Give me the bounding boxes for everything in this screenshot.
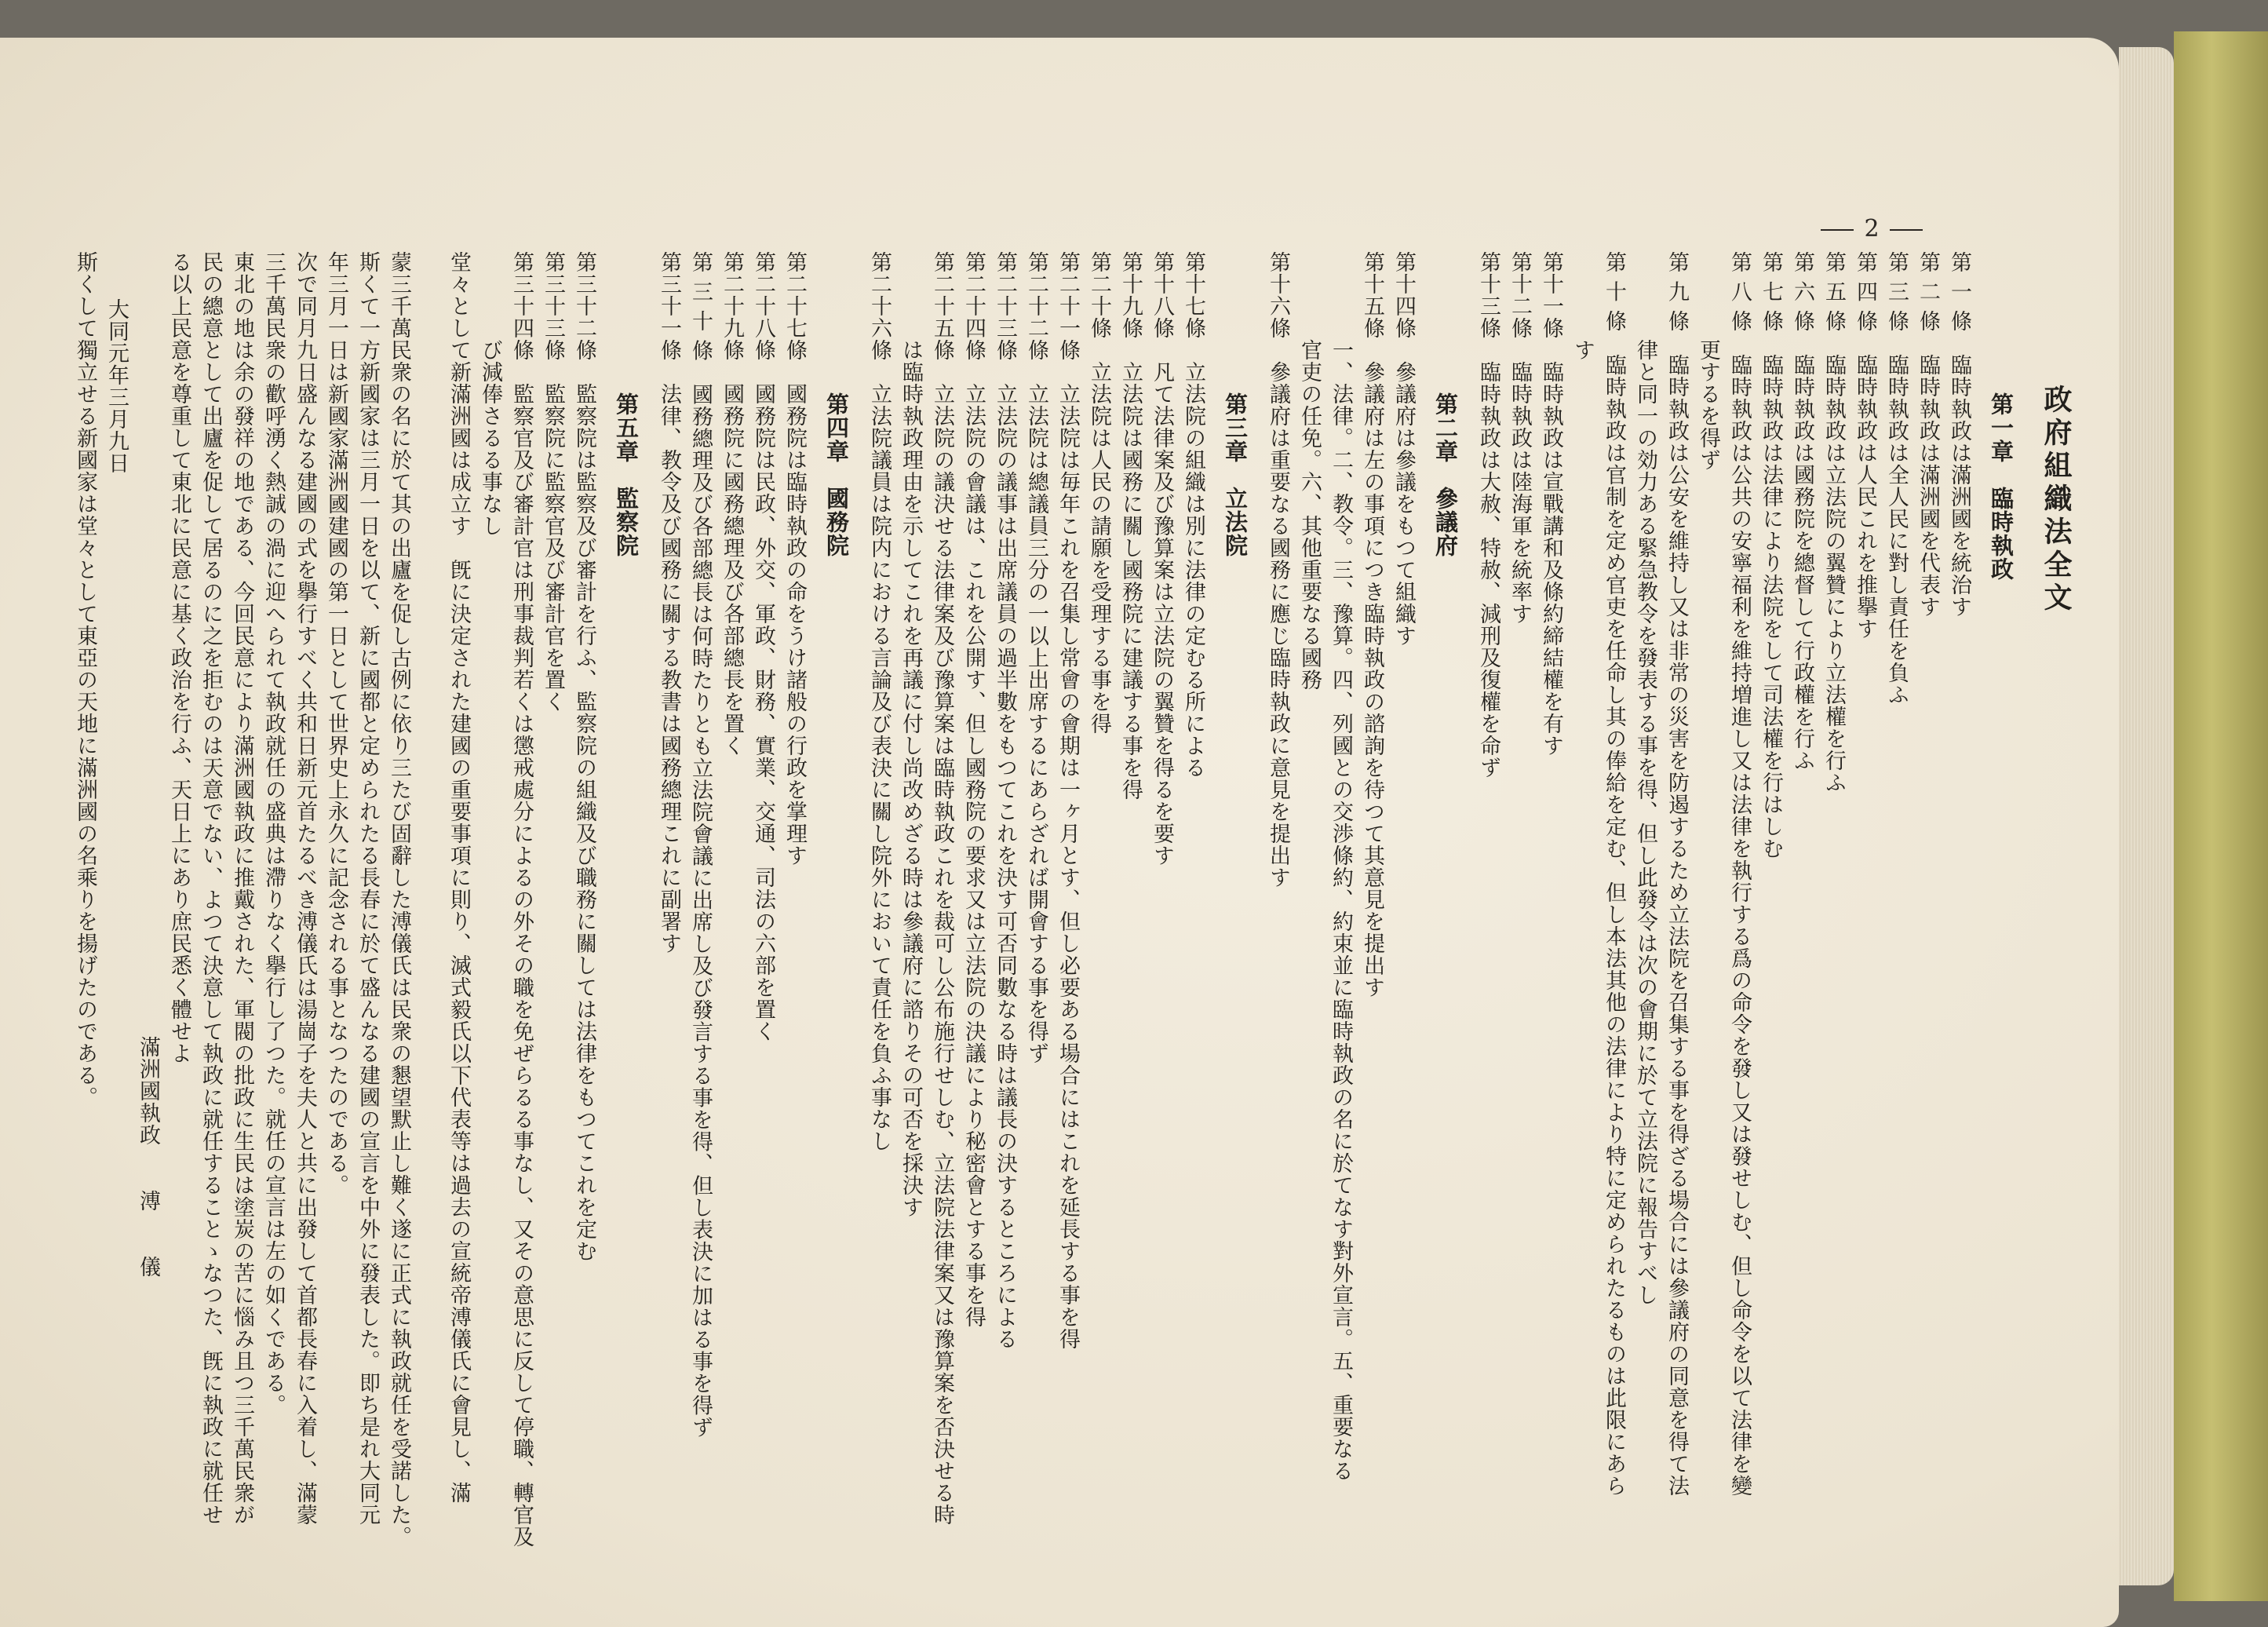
- article-line: 第 五 條 臨時執政は立法院の翼贊により立法權を行ふ: [1821, 251, 1846, 794]
- article-line: 第 一 條 臨時執政は滿洲國を統治す: [1947, 251, 1971, 618]
- article-continuation: 官吏の任免。六、其他重要なる國務: [1297, 339, 1322, 691]
- article-line: 第二十條 立法院は人民の請願を受理する事を得: [1087, 251, 1111, 735]
- article-line: 第二十六條 立法院議員は院内における言論及び表決に關し院外において責任を負ふ事なし: [867, 251, 892, 1152]
- narrative-line: る以上民意を尊重して東北に民意に基く政治を行ふ、天日上にあり庶民悉く體せよ: [167, 251, 191, 1064]
- article-line: 第 八 條 臨時執政は公共の安寧福利を維持増進し又は法律を執行する爲の命令を發し又は發せしむ、但し命令を以て法律を變: [1727, 251, 1752, 1497]
- document-title: 政府組織法全文: [2040, 385, 2073, 615]
- article-continuation: 更するを得ず: [1696, 339, 1720, 471]
- narrative-line: 蒙三千萬民衆の名に於て其の出廬を促し古例に依り三たび固辭した溥儀氏は民衆の懇望默止し難く遂に正式に執政就任を受諾した。: [387, 251, 411, 1548]
- article-line: 第十八條 凡て法律案及び豫算案は立法院の翼贊を得るを要す: [1150, 251, 1174, 866]
- article-line: 第 六 條 臨時執政は國務院を總督して行政權を行ふ: [1790, 251, 1814, 772]
- article-continuation: す: [1570, 339, 1595, 361]
- article-line: 第十五條 參議府は左の事項につき臨時執政の諮詢を待つて其意見を提出す: [1360, 251, 1384, 998]
- article-line: 第二十九條 國務院に國務總理及び各部總長を置く: [720, 251, 744, 757]
- chapter-heading: 第二章 參議府: [1432, 392, 1459, 557]
- narrative-line: 民の總意として出廬を促して居るのに之を拒むのは天意でない、よつて決意して執政に就任することゝなつた、旣に執政に就任せ: [199, 251, 223, 1526]
- article-line: 第二十四條 立法院の會議は、これを公開す、但し國務院の要求又は立法院の決議により秘密會とする事を得: [961, 251, 986, 1328]
- page-edges: [2119, 47, 2174, 1585]
- declaration-date: 大同元年三月九日: [104, 298, 129, 474]
- article-line: 第 四 條 臨時執政は人民これを推擧す: [1853, 251, 1877, 640]
- article-line: 第十二條 臨時執政は陸海軍を統率す: [1508, 251, 1532, 625]
- article-line: 第二十七條 國務院は臨時執政の命をうけ諸般の行政を掌理す: [782, 251, 807, 866]
- article-line: 第十一條 臨時執政は宣戰講和及條約締結權を有す: [1539, 251, 1563, 757]
- article-line: 第二十五條 立法院の議決せる法律案及び豫算案は臨時執政これを裁可し公布施行せしむ、立法院法律案又は豫算案を否決せる時: [930, 251, 954, 1526]
- narrative-lead: 堂々として新滿洲國は成立す 旣に決定された建國の重要事項に則り、滅式毅氏以下代表等は過去の宣統帝溥儀氏に會見し、滿: [447, 251, 471, 1504]
- narrative-line: 斯くて一方新國家は三月一日を以て、新に國都と定められたる長春に於て盛んなる建國の宣言を中外に發表した。即ち是れ大同元: [356, 251, 380, 1526]
- article-line: 第 二 條 臨時執政は滿洲國を代表す: [1916, 251, 1940, 618]
- narrative-line: 三千萬民衆の歡呼湧く熱誠の渦に迎へられて執政就任の盛典は滯りなく擧行し了つた。就任の宣言は左の如くである。: [261, 251, 286, 1416]
- article-continuation: は臨時執政理由を示してこれを再議に付し尚改めざる時は參議府に諮りその可否を採決す: [899, 339, 923, 1218]
- document-body: [73, 251, 2073, 1554]
- chapter-heading: 第五章 監察院: [613, 392, 640, 557]
- article-line: 第十六條 參議府は重要なる國務に應じ臨時執政に意見を提出す: [1266, 251, 1290, 888]
- page-number: 2: [1821, 213, 1923, 245]
- article-line: 第十三條 臨時執政は大赦、特赦、減刑及復權を命ず: [1476, 251, 1500, 779]
- narrative-line: 次で同月九日盛んなる建國の式を擧行すべく共和日新元首たるべき溥儀氏は湯崗子を夫人と共に出發して首都長春に入着し、滿蒙: [293, 251, 317, 1526]
- article-line: 第十九條 立法院は國務に關し國務院に建議する事を得: [1118, 251, 1143, 801]
- chapter-heading: 第三章 立法院: [1222, 392, 1249, 557]
- chapter-heading: 第四章 國務院: [823, 392, 850, 557]
- article-line: 第三十三條 監察院に監察官及び審計官を置く: [541, 251, 565, 713]
- article-line: 第十四條 參議府は參議をもつて組織す: [1391, 251, 1416, 647]
- narrative-line: 年三月一日は新國家滿洲國建國の第一日として世界史上永久に記念される事となつたのである。: [324, 251, 348, 1196]
- article-line: 第十七條 立法院の組織は別に法律の定むる所による: [1181, 251, 1205, 779]
- article-continuation: び減俸さるる事なし: [478, 339, 502, 537]
- narrative-line: 斯くして獨立せる新國家は堂々として東亞の天地に滿洲國の名乘りを揚げたのである。: [73, 251, 97, 1108]
- article-line: 第三十四條 監察官及び審計官は刑事裁判若くは懲戒處分によるの外その職を免ぜらるる事なし、又その意思に反して停職、轉官及: [509, 251, 534, 1548]
- article-line: 第 七 條 臨時執政は法律により法院をして司法權を行はしむ: [1759, 251, 1783, 860]
- article-line: 第 十 條 臨時執政は官制を定め官吏を任命し其の俸給を定む、但し本法其他の法律により特に定められたるものは此限にあら: [1602, 251, 1626, 1497]
- article-line: 第二十二條 立法院は總議員三分の一以上出席するにあらざれば開會する事を得ず: [1024, 251, 1048, 1064]
- narrative-line: 東北の地は余の發祥の地である、今回民意により滿洲國執政に推戴された、軍閥の批政に生民は塗炭の苦に惱み且つ三千萬民衆が: [230, 251, 254, 1526]
- article-continuation: 律と同一の効力ある緊急教令を發表する事を得、但し此發令は次の會期に於て立法院に報告すべし: [1633, 339, 1657, 1306]
- article-line: 第二十一條 立法院は毎年これを召集し常會の會期は一ヶ月とす、但し必要ある場合にはこれを延長する事を得: [1056, 251, 1080, 1350]
- article-line: 第三十二條 監察院は監察及び審計を行ふ、監察院の組織及び職務に關しては法律をもつてこれを定む: [572, 251, 596, 1262]
- article-line: 第二十八條 國務院は民政、外交、軍政、財務、實業、交通、司法の六部を置く: [751, 251, 775, 1042]
- book-spine: [2174, 31, 2268, 1601]
- article-line: 第 三 十 條 國務總理及び各部總長は何時たりとも立法院會議に出席し及び發言する事を得、但し表決に加はる事を得ず: [688, 251, 713, 1439]
- article-line: 第 九 條 臨時執政は公安を維持し又は非常の災害を防遏するため立法院を召集する事を得ざる場合には參議府の同意を得て法: [1665, 251, 1689, 1497]
- signature: 滿洲國執政 溥 儀: [136, 1036, 160, 1278]
- chapter-heading: 第一章 臨時執政: [1988, 392, 2015, 581]
- article-continuation: 一、法律。二、教令。三、豫算。四、列國との交渉條約、約束並に臨時執政の名に於てなす對外宣言。五、重要なる: [1329, 339, 1353, 1482]
- article-line: 第 三 條 臨時執政は全人民に對し責任を負ふ: [1884, 251, 1909, 706]
- article-line: 第二十三條 立法院の議事は出席議員の過半數をもつてこれを決す可否同數なる時は議長の決するところによる: [993, 251, 1017, 1350]
- article-line: 第三十一條 法律、教令及び國務に關する教書は國務總理これに副署す: [657, 251, 681, 954]
